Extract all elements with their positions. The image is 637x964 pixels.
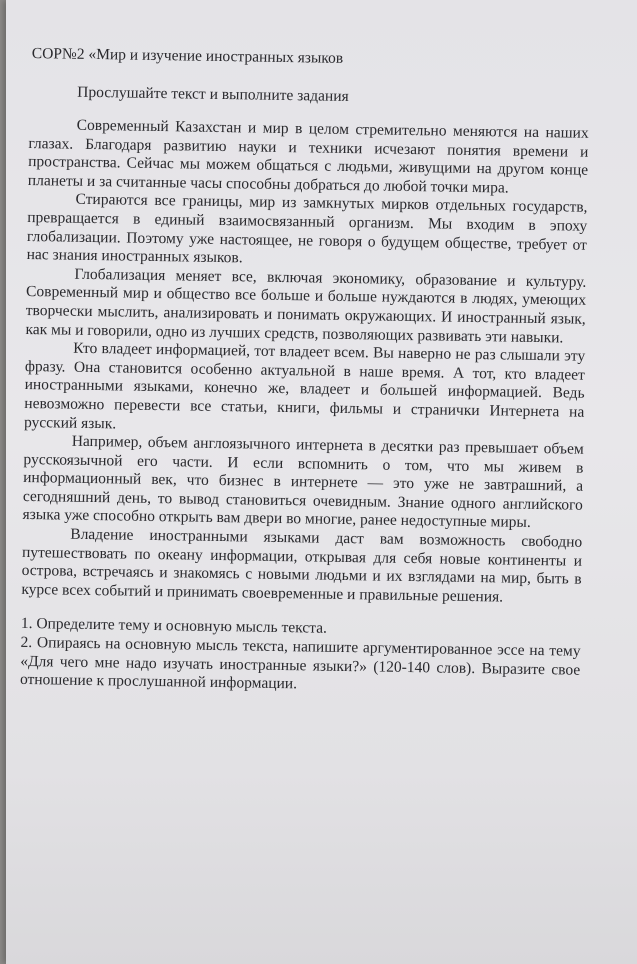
paragraph-2: Стираются все границы, мир из замкнутых мирков отдельных государств, превращается в единый взаимосвязанный организм. Мы входим в эпоху глобализации. Поэтому уже настоящее, не говоря о будущем обществе, требует от нас знания иностранных языков. (26, 191, 588, 267)
paragraph-6: Владение иностранными языками даст вам возможность свободно путешествовать по океану информации, открывая для себя новые континенты и острова, встречаясь и знакомясь с новыми людьми и их взглядами на мир, быть в курсе всех событий и принимать своевременные и правильные решения. (21, 525, 583, 606)
paragraph-3: Глобализация меняет все, включая экономику, образование и культуру. Современный мир и общество все больше и больше нуждаются в людях, умеющих творчески мыслить, анализировать и понимать окружающих. И иностранный язык, как мы и говорили, одно из лучших средств, позволяющих развивать эти навыки. (25, 265, 587, 346)
paper-sheet (6, 0, 637, 964)
paragraph-5: Например, объем англоязычного интернета в десятки раз превышает объем русскоязычной его части. И если вспомнить о том, что мы живем в информационный век, что бизнес в интернете — это уже не завтрашний, а сегодняшний день, то вывод становиться очевидным. Знание одного английского языка уже способно открыть вам двери во многие, ранее недоступные миры. (22, 432, 584, 532)
document-body (20, 44, 590, 699)
paragraph-4: Кто владеет информацией, тот владеет всем. Вы наверно не раз слышали эту фразу. Она становится особенно актуальной в наше время. А тот, кто владеет иностранными языками, конечно же, владеет и большей информацией. Ведь невозможно перевести все статьи, книги, фильмы и странички Интернета на русский язык. (23, 339, 586, 432)
task-2: 2. Опираясь на основную мысль текста, напишите аргументированное эссе на тему «Для чего мне надо изучать иностранные языки?» (120-140 слов). Выразите свое отношение к прослушанной информации. (19, 633, 581, 693)
document-subtitle: Прослушайте текст и выполните задания (77, 83, 349, 106)
paragraph-1: Современный Казахстан и мир в целом стремительно меняются на наших глазах. Благодаря развитию науки и техники исчезают понятия времени и пространства. Сейчас мы можем общаться с людьми, живущими на другом конце планеты и за считанные часы способны добраться до любой точки мира. (27, 116, 589, 197)
document-title: СОР№2 «Мир и изучение иностранных языков (31, 45, 344, 67)
task-1: 1. Определите тему и основную мысль текста. (20, 615, 328, 638)
